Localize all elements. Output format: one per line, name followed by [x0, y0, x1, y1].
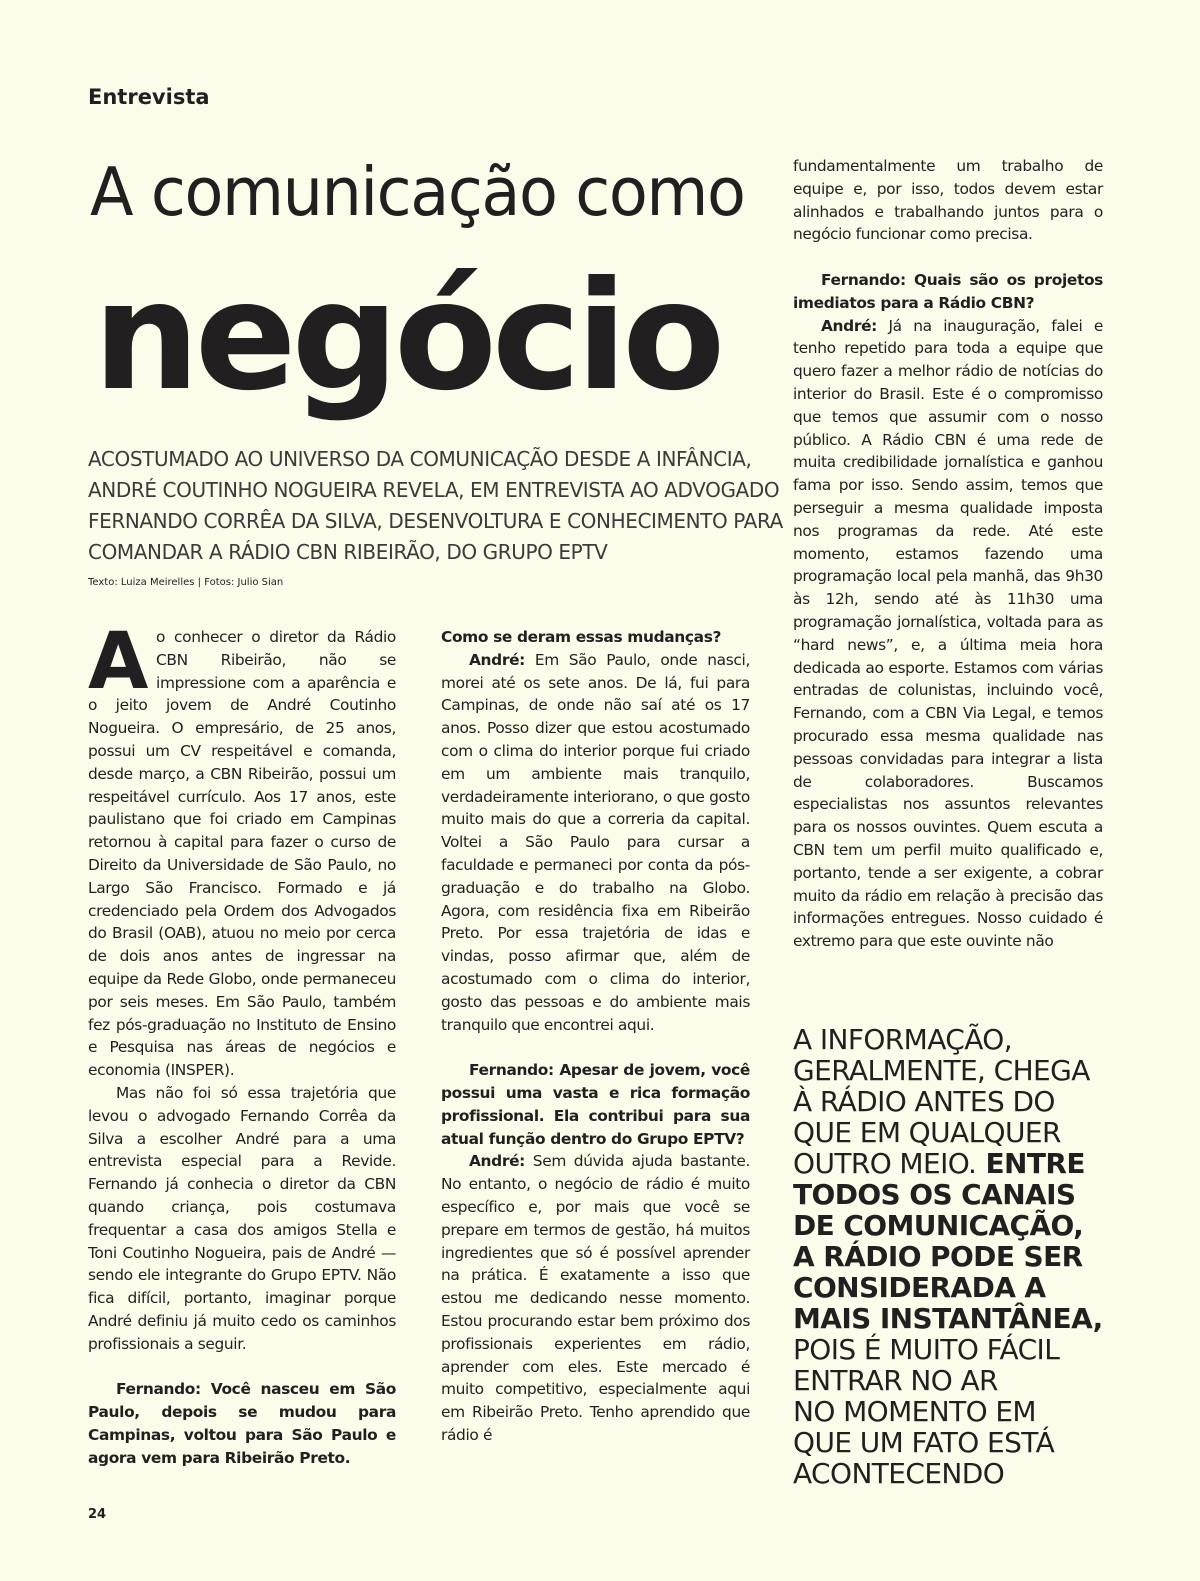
headline-line-2: negócio [93, 250, 721, 424]
pull-quote-line [793, 1396, 1113, 1427]
pull-quote-text: MAIS INSTANTÂNEA, [793, 1302, 1103, 1335]
section-label: Entrevista [88, 85, 210, 109]
interview-question [441, 1059, 750, 1150]
pull-quote-line [793, 1303, 1113, 1334]
answer-text: Sem dúvida ajuda bastante. No entanto, o negócio de rádio é muito específico e, por mais que você se prepare em termos de gestão, há muitos ingredientes que só é possível aprender na prática. É exatamente a isso que estou me dedicando nesse momento. Estou procurando estar bem próximo dos profissionais experientes em rádio, aprender com eles. Este mercado é muito competitivo, especialmente aqui em Ribeirão Preto. Tenho aprendido que rádio é [441, 1152, 750, 1444]
article-column-3 [793, 155, 1103, 953]
interview-question [793, 269, 1103, 315]
question-text: Fernando: Apesar de jovem, você possui uma vasta e rica formação profissional. Ela contribui para sua atual função dentro do Grupo EPTV? [441, 1061, 750, 1148]
pull-quote-text: ENTRAR NO AR [793, 1364, 998, 1397]
pull-quote-line [793, 1210, 1113, 1241]
pull-quote-text: GERALMENTE, CHEGA [793, 1054, 1090, 1087]
pull-quote-line [793, 1024, 1113, 1055]
answer-text: Em São Paulo, onde nasci, morei até os sete anos. De lá, fui para Campinas, de onde não saí até os 17 anos. Posso dizer que estou acostumado com o clima do interior porque fui criado em um ambiente mais tranquilo, verdadeiramente interiorano, o que gosto muito mais do que a correria da capital. Voltei a São Paulo para cursar a faculdade e permaneci por conta da pós-graduação e do trabalho na Globo. Agora, com residência fixa em Ribeirão Preto. Por essa trajetória de idas e vindas, posso afirmar que, além de acostumado com o clima do interior, gosto das pessoas e do ambiente mais tranquilo que encontrei aqui. [441, 650, 750, 1034]
pull-quote-line [793, 1272, 1113, 1303]
pull-quote-text: DE COMUNICAÇÃO, [793, 1209, 1084, 1242]
answer-text: Já na inauguração, falei e tenho repetido para toda a equipe que quero fazer a melhor rádio de notícias do interior do Brasil. Este é o compromisso que temos que assumir com o nosso público. A Rádio CBN é uma rede de muita credibilidade jornalística e ganhou fama por isso. Sendo assim, temos que perseguir a mesma qualidade imposta nos programas da rede. Até este momento, estamos fazendo uma programação local pela manhã, das 9h30 às 12h, sendo até às 11h30 uma programação jornalística, voltada para as “hard news”, e, a última meia hora dedicada ao esporte. Estamos com várias entradas de colunistas, incluindo você, Fernando, com a CBN Via Legal, e temos procurado essa mesma qualidade nas pessoas convidadas para integrar a lista de colaboradores. Buscamos especialistas nos assuntos relevantes para os nossos ouvintes. Quem escuta a CBN tem um perfil muito qualificado e, portanto, tende a ser exigente, a cobrar muito da rádio em relação à precisão das informações entregues. Nosso cuidado é extremo para que este ouvinte não [793, 316, 1103, 951]
interview-answer [441, 1150, 750, 1446]
pull-quote-line [793, 1179, 1113, 1210]
drop-cap: A [88, 617, 149, 707]
pull-quote-line [793, 1427, 1113, 1458]
headline-line-1: A comunicação como [90, 153, 745, 231]
lede-line: FERNANDO CORRÊA DA SILVA, DESENVOLTURA E CONHECIMENTO PARA [88, 509, 783, 533]
pull-quote-text: A INFORMAÇÃO, [793, 1023, 1013, 1056]
body-paragraph: Mas não foi só essa trajetória que levou o advogado Fernando Corrêa da Silva a escolher André para a uma entrevista especial para a Revide. Fernando já conhecia o diretor da CBN quando criança, pois costumava frequentar a casa dos amigos Stella e Toni Coutinho Nogueira, pais de André — sendo ele integrante do Grupo EPTV. Não fica difícil, portanto, imaginar porque André definiu já muito cedo os caminhos profissionais a seguir. [88, 1083, 396, 1353]
interview-answer: fundamentalmente um trabalho de equipe e, por isso, todos devem estar alinhados e trabalhando juntos para o negócio funcionar como precisa. [793, 157, 1103, 244]
pull-quote-line [793, 1241, 1113, 1272]
interview-question [441, 626, 750, 649]
pull-quote [793, 1024, 1113, 1489]
pull-quote-text: A RÁDIO PODE SER [793, 1240, 1083, 1273]
pull-quote-line [793, 1117, 1113, 1148]
pull-quote-text: NO MOMENTO EM [793, 1395, 1036, 1428]
page-number: 24 [88, 1507, 107, 1522]
pull-quote-line [793, 1458, 1113, 1489]
lede-line: COMANDAR A RÁDIO CBN RIBEIRÃO, DO GRUPO EPTV [88, 540, 608, 564]
question-text: Fernando: Você nasceu em São Paulo, depois se mudou para Campinas, voltou para São Paulo e agora vem para Ribeirão Preto. [88, 1380, 396, 1467]
pull-quote-text: À RÁDIO ANTES DO [793, 1085, 1055, 1118]
interview-answer [793, 315, 1103, 953]
pull-quote-line [793, 1365, 1113, 1396]
article-column-2 [441, 626, 750, 1447]
pull-quote-text: ACONTECENDO [793, 1457, 1005, 1490]
pull-quote-text: TODOS OS CANAIS [793, 1178, 1076, 1211]
pull-quote-text: CONSIDERADA A [793, 1271, 1046, 1304]
pull-quote-text: POIS É MUITO FÁCIL [793, 1333, 1060, 1366]
pull-quote-text: ENTRE [976, 1147, 1085, 1180]
pull-quote-line [793, 1055, 1113, 1086]
speaker-label: André: [469, 1152, 525, 1171]
speaker-label: André: [469, 650, 525, 669]
interview-question [88, 1378, 396, 1469]
pull-quote-line [793, 1086, 1113, 1117]
pull-quote-text: QUE UM FATO ESTÁ [793, 1426, 1055, 1459]
photo-credits: Texto: Luiza Meirelles | Fotos: Julio Sian [88, 577, 284, 588]
intro-text: o conhecer o diretor da Rádio CBN Ribeirão, não se impressione com a aparência e o jeito jovem de André Coutinho Nogueira. O empresário, de 25 anos, possui um CV respeitável e comanda, desde março, a CBN Ribeirão, possui um respeitável currículo. Aos 17 anos, este paulistano que foi criado em Campinas retornou à capital para fazer o curso de Direito da Universidade de São Paulo, no Largo São Francisco. Formado e já credenciado pela Ordem dos Advogados do Brasil (OAB), atuou no meio por cerca de dois anos antes de ingressar na equipe da Rede Globo, onde permaneceu por seis meses. Em São Paulo, também fez pós-graduação no Instituto de Ensino e Pesquisa nas áreas de negócios e economia (INSPER). [88, 628, 396, 1080]
interview-answer [441, 649, 750, 1037]
lede [88, 444, 783, 568]
question-text: Como se deram essas mudanças? [441, 628, 722, 646]
lede-line: ANDRÉ COUTINHO NOGUEIRA REVELA, EM ENTREVISTA AO ADVOGADO [88, 478, 780, 502]
pull-quote-text: QUE EM QUALQUER [793, 1116, 1061, 1149]
lede-line: ACOSTUMADO AO UNIVERSO DA COMUNICAÇÃO DESDE A INFÂNCIA, [88, 447, 752, 471]
question-text: Fernando: Quais são os projetos imediatos para a Rádio CBN? [793, 270, 1103, 312]
speaker-label: André: [821, 316, 877, 335]
pull-quote-line [793, 1148, 1113, 1179]
pull-quote-text: OUTRO MEIO. [793, 1147, 977, 1180]
pull-quote-line [793, 1334, 1113, 1365]
intro-paragraph [88, 617, 396, 1082]
article-column-1 [88, 617, 396, 1469]
